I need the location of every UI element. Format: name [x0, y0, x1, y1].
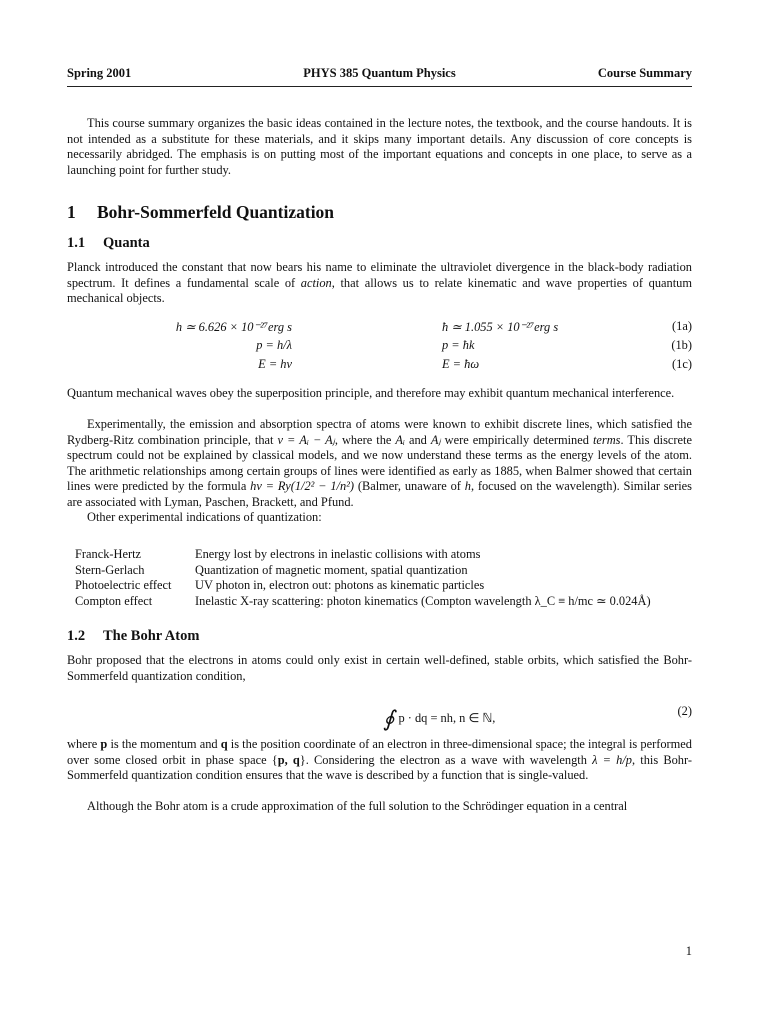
equation-left: p = h/λ	[256, 338, 292, 352]
equation-row	[67, 357, 692, 373]
experiment-description: Inelastic X-ray scattering: photon kinematics (Compton wavelength λ_C ≡ h/mc ≃ 0.024Å)	[195, 593, 651, 608]
subsection-title: The Bohr Atom	[103, 628, 200, 644]
equation-row	[67, 319, 692, 335]
section-number: 1	[67, 202, 76, 222]
equation-text: p · dq = nh, n ∈ ℕ,	[398, 711, 496, 725]
text-span: where	[67, 737, 101, 751]
subsection-number: 1.2	[67, 628, 86, 644]
section-heading	[67, 202, 334, 223]
math-inline: h	[464, 479, 471, 494]
bold-symbol: q	[220, 737, 228, 751]
spectra-paragraph	[67, 417, 692, 511]
experiment-description: UV photon in, electron out: photons as kinematic particles	[195, 578, 485, 592]
subsection-heading	[67, 235, 150, 252]
where-paragraph	[67, 737, 692, 784]
equation-row	[67, 338, 692, 354]
equation-left: h ≃ 6.626 × 10⁻²⁷erg s	[175, 320, 292, 334]
superposition-paragraph: Quantum mechanical waves obey the superposition principle, and therefore may exhibit quantum mechanical interference.	[67, 386, 675, 400]
header-course: PHYS 385 Quantum Physics	[303, 66, 456, 80]
experiment-description: Quantization of magnetic moment, spatial quantization	[195, 562, 468, 577]
equation-right: p = ħk	[442, 338, 475, 352]
contour-integral-symbol: ∮	[383, 706, 395, 731]
table-row	[75, 578, 695, 594]
header-rule	[67, 86, 692, 87]
equation-number: (2)	[677, 704, 692, 718]
equation-left: E = hν	[258, 357, 292, 371]
text-span: , focused on the wavelength). Similar series are associated with Lyman, Paschen, Brackett, and Pfund.	[67, 479, 692, 509]
experiment-description: Energy lost by electrons in inelastic collisions with atoms	[195, 547, 481, 561]
table-row	[75, 594, 695, 610]
header-doc-title: Course Summary	[597, 66, 692, 80]
experiment-name: Franck-Hertz	[75, 547, 142, 561]
text-span: and	[404, 432, 431, 447]
planck-paragraph	[67, 260, 692, 307]
text-span: were empirically determined	[440, 432, 593, 447]
text-span: }. Considering the electron as a wave with wavelength	[299, 752, 593, 767]
text-span: Experimentally, the emission and absorption spectra of atoms were known to exhibit discrete lines, which satisfied the Rydberg-Ritz combination principle, that	[67, 417, 692, 447]
text-span: Planck introduced the constant that now bears his name to eliminate the ultraviolet divergence in the black-body radiation spectrum. It defines a fundamental scale of	[67, 260, 692, 290]
text-span: . This discrete spectrum could not be explained by classical models, and we now understand these terms as the energy levels of the atom. The arithmetic relationships among certain groups of lines were identified as early as 1885, when Balmer showed that certain lines were predicted by the formula	[67, 432, 692, 494]
equation-body	[383, 702, 496, 731]
subsection-number: 1.1	[67, 235, 86, 251]
equation-display	[67, 700, 692, 731]
emphasis-action: action	[300, 275, 332, 290]
experiment-name: Stern-Gerlach	[75, 562, 145, 577]
text-span: , this Bohr-Sommerfeld quantization condition ensures that the wave is described by a function that is single-valued.	[67, 752, 692, 783]
text-span: , that allows us to relate kinematic and wave properties of quantum mechanical objects.	[67, 275, 692, 306]
equation-number: (1c)	[672, 357, 692, 371]
emphasis-terms: terms	[592, 432, 621, 447]
math-inline: λ = h/p	[592, 752, 632, 767]
math-inline: Aⱼ	[430, 432, 441, 447]
math-inline: hν = Ry(1/2² − 1/n²)	[250, 479, 355, 494]
subsection-heading	[67, 628, 199, 645]
section-title: Bohr-Sommerfeld Quantization	[97, 202, 335, 222]
bold-symbol: p	[100, 737, 108, 751]
experiment-name: Photoelectric effect	[75, 578, 172, 592]
experiments-table	[75, 547, 695, 609]
table-row	[75, 547, 695, 563]
math-inline: Aᵢ	[395, 432, 405, 447]
page-number: 1	[685, 944, 692, 958]
running-header	[67, 66, 692, 84]
equation-right: E = ħω	[442, 357, 480, 371]
subsection-title: Quanta	[103, 235, 150, 251]
equation-right: ħ ≃ 1.055 × 10⁻²⁷erg s	[442, 320, 559, 334]
header-term: Spring 2001	[67, 66, 132, 80]
text-span: is the momentum and	[107, 737, 221, 751]
intro-paragraph: This course summary organizes the basic ideas contained in the lecture notes, the textbook, and the course handouts. It is not intended as a substitute for these materials, and it skips many important details. Any discussion of core concepts is necessarily abridged. The emphasis is on putting most of the important equations and concepts in one place, to serve as a launching point for further study.	[67, 116, 692, 177]
other-indications-paragraph: Other experimental indications of quantization:	[87, 510, 322, 524]
experiment-name: Compton effect	[75, 593, 153, 608]
equation-number: (1b)	[671, 338, 692, 352]
text-span: is the position coordinate of an electron in three-dimensional space; the integral is performed over some closed orbit in phase space {	[67, 737, 692, 767]
final-paragraph: Although the Bohr atom is a crude approximation of the full solution to the Schrödinger equation in a central	[87, 799, 628, 813]
text-span: , where the	[334, 432, 396, 447]
math-inline: ν = Aᵢ − Aⱼ	[277, 432, 335, 447]
table-row	[75, 563, 695, 579]
equation-number: (1a)	[672, 319, 692, 333]
text-span: (Balmer, unaware of	[354, 479, 465, 494]
bold-symbol: p, q	[277, 752, 300, 767]
bohr-paragraph: Bohr proposed that the electrons in atoms could only exist in certain well-defined, stable orbits, which satisfied the Bohr-Sommerfeld quantization condition,	[67, 653, 692, 683]
